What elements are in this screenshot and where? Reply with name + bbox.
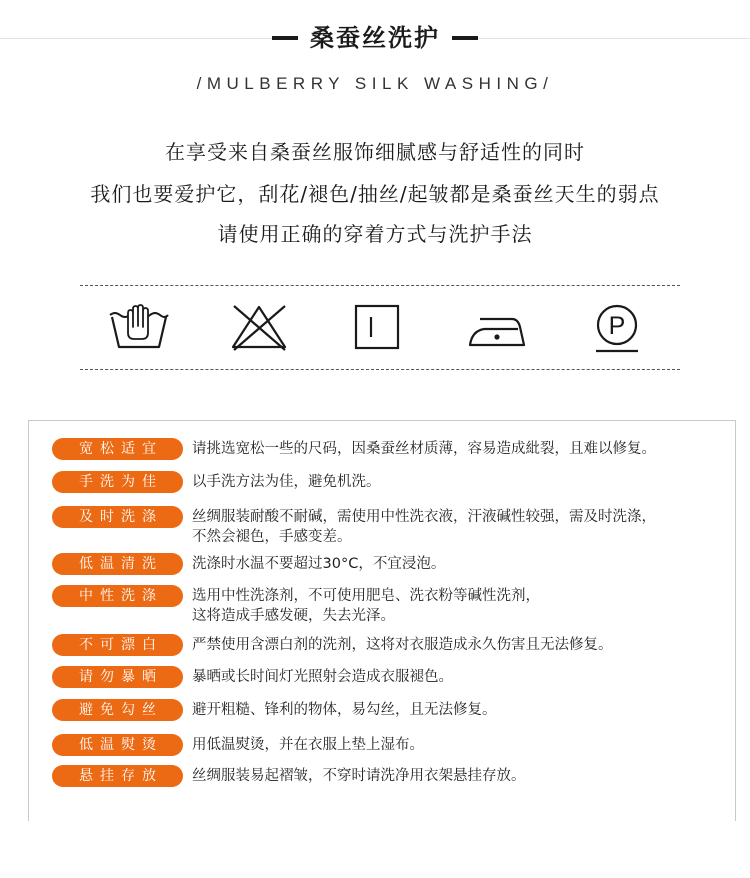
- dry-clean-p-icon: [586, 303, 648, 353]
- do-not-bleach-icon: [228, 303, 290, 353]
- care-rule-row: [52, 765, 732, 787]
- care-rule-row: [52, 734, 732, 756]
- rule-label-pill: 请勿暴晒: [52, 666, 183, 688]
- care-rule-row: [52, 585, 732, 626]
- rule-label-pill: 中性洗涤: [52, 585, 183, 607]
- rule-label-pill: 不可漂白: [52, 634, 183, 656]
- title-left-bar: [272, 36, 298, 40]
- rule-text-line: 暴晒或长时间灯光照射会造成衣服褪色。: [192, 669, 453, 685]
- page-header: [0, 22, 750, 54]
- page-title: 桑蚕丝洗护: [298, 22, 452, 54]
- intro-line: 在享受来自桑蚕丝服饰细腻感与舒适性的同时: [165, 140, 585, 164]
- rule-description: [192, 471, 381, 492]
- rule-text-line: 丝绸服装易起褶皱，不穿时请洗净用衣架悬挂存放。: [192, 768, 526, 784]
- dashed-divider-bottom: [80, 369, 680, 370]
- dry-clean-letter: P: [608, 312, 626, 340]
- rule-description: [192, 585, 540, 626]
- rule-text-line: 严禁使用含漂白剂的洗剂，这将对衣服造成永久伤害且无法修复。: [192, 637, 613, 653]
- rule-description: [192, 666, 453, 687]
- line-dry-icon: [346, 303, 408, 353]
- care-rule-row: [52, 699, 732, 721]
- rule-text-line: 选用中性洗涤剂，不可使用肥皂、洗衣粉等碱性洗剂，: [192, 588, 540, 604]
- rule-label-pill: 悬挂存放: [52, 765, 183, 787]
- rule-description: [192, 734, 424, 755]
- rule-text-line: 用低温熨烫，并在衣服上垫上湿布。: [192, 737, 424, 753]
- rule-description: [192, 506, 656, 547]
- care-rule-row: [52, 634, 732, 656]
- rule-description: [192, 553, 445, 574]
- title-right-bar: [452, 36, 478, 40]
- care-rule-row: [52, 438, 732, 460]
- hand-wash-icon: [108, 303, 170, 353]
- rule-text-line: 请挑选宽松一些的尺码，因桑蚕丝材质薄，容易造成紕裂，且难以修复。: [192, 441, 656, 457]
- rule-label-pill: 手洗为佳: [52, 471, 183, 493]
- intro-line: 我们也要爱护它，刮花/褪色/抽丝/起皱都是桑蚕丝天生的弱点: [90, 182, 660, 206]
- rule-description: [192, 765, 526, 786]
- rule-text-line: 避开粗糙、锋利的物体，易勾丝，且无法修复。: [192, 702, 497, 718]
- care-rule-row: [52, 506, 732, 547]
- care-rule-row: [52, 666, 732, 688]
- rule-label-pill: 低温熨烫: [52, 734, 183, 756]
- page-subtitle: /MULBERRY SILK WASHING/: [196, 74, 554, 93]
- rule-label-pill: 宽松适宜: [52, 438, 183, 460]
- rule-text-line: 以手洗方法为佳，避免机洗。: [192, 474, 381, 490]
- dashed-divider-top: [80, 285, 680, 286]
- rule-description: [192, 634, 613, 655]
- iron-low-icon: [466, 303, 528, 353]
- rule-description: [192, 699, 497, 720]
- rule-description: [192, 438, 656, 459]
- rule-text-line: 这将造成手感发硬，失去光泽。: [192, 608, 395, 624]
- rule-text-line: 洗涤时水温不要超过30°C，不宜浸泡。: [192, 556, 446, 572]
- intro-line: 请使用正确的穿着方式与洗护手法: [217, 222, 533, 246]
- rule-label-pill: 及时洗涤: [52, 506, 183, 528]
- care-rule-row: [52, 553, 732, 575]
- care-rule-row: [52, 471, 732, 493]
- rule-text-line: 丝绸服装耐酸不耐碱，需使用中性洗衣液，汗液碱性较强，需及时洗涤，: [192, 509, 656, 525]
- rule-text-line: 不然会褪色，手感变差。: [192, 529, 352, 545]
- rule-label-pill: 避免勾丝: [52, 699, 183, 721]
- rule-label-pill: 低温清洗: [52, 553, 183, 575]
